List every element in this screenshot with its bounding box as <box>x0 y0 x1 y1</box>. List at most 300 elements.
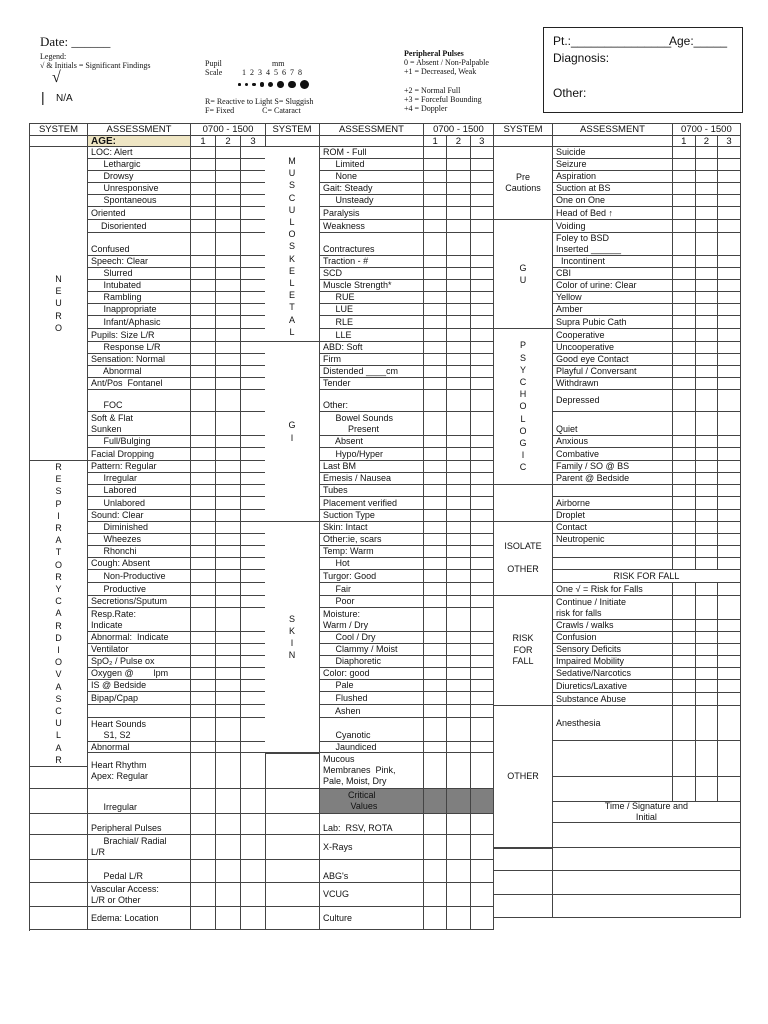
entry-cell[interactable] <box>447 342 470 353</box>
entry-cell[interactable] <box>447 147 470 158</box>
entry-cell[interactable] <box>471 304 494 315</box>
entry-cell[interactable] <box>191 510 216 521</box>
entry-cell[interactable] <box>241 596 266 607</box>
entry-cell[interactable] <box>447 510 470 521</box>
entry-cell[interactable] <box>471 497 494 509</box>
entry-cell[interactable] <box>471 835 494 859</box>
entry-cell[interactable] <box>696 280 719 291</box>
entry-cell[interactable] <box>191 814 216 834</box>
entry-cell[interactable] <box>191 195 216 206</box>
entry-cell[interactable] <box>673 473 696 484</box>
patient-name-field[interactable]: Pt.:_______________ <box>553 34 672 48</box>
entry-cell[interactable] <box>424 510 447 521</box>
entry-cell[interactable] <box>191 497 216 509</box>
entry-cell[interactable] <box>447 316 470 328</box>
entry-cell[interactable] <box>241 366 266 377</box>
entry-cell[interactable] <box>447 159 470 170</box>
entry-cell[interactable] <box>673 256 696 267</box>
entry-cell[interactable] <box>216 883 241 906</box>
entry-cell[interactable] <box>718 497 741 509</box>
entry-cell[interactable] <box>718 448 741 460</box>
entry-cell[interactable] <box>718 412 741 435</box>
entry-cell[interactable] <box>718 436 741 447</box>
entry-cell[interactable] <box>191 473 216 484</box>
entry-cell[interactable] <box>696 304 719 315</box>
entry-cell[interactable] <box>424 753 447 788</box>
entry-cell[interactable] <box>191 147 216 158</box>
entry-cell[interactable] <box>241 378 266 389</box>
entry-cell[interactable] <box>471 342 494 353</box>
entry-cell[interactable] <box>696 546 719 557</box>
entry-cell[interactable] <box>216 195 241 206</box>
entry-cell[interactable] <box>447 220 470 232</box>
entry-cell[interactable] <box>718 304 741 315</box>
entry-cell[interactable] <box>696 668 719 679</box>
entry-cell[interactable] <box>241 753 266 788</box>
entry-cell[interactable] <box>673 195 696 206</box>
entry-cell[interactable] <box>424 860 447 882</box>
entry-cell[interactable] <box>673 680 696 692</box>
entry-cell[interactable] <box>696 183 719 194</box>
entry-cell[interactable] <box>696 497 719 509</box>
entry-cell[interactable] <box>696 390 719 411</box>
entry-cell[interactable] <box>241 461 266 472</box>
entry-cell[interactable] <box>696 741 719 776</box>
entry-cell[interactable] <box>447 268 470 279</box>
entry-cell[interactable] <box>424 461 447 472</box>
entry-cell[interactable] <box>424 632 447 643</box>
entry-cell[interactable] <box>191 461 216 472</box>
entry-cell[interactable] <box>447 473 470 484</box>
entry-cell[interactable] <box>241 692 266 704</box>
entry-cell[interactable] <box>424 207 447 219</box>
entry-cell[interactable] <box>471 907 494 929</box>
entry-cell[interactable] <box>471 461 494 472</box>
entry-cell[interactable] <box>191 860 216 882</box>
entry-cell[interactable] <box>216 329 241 341</box>
entry-cell[interactable] <box>241 608 266 631</box>
entry-cell[interactable] <box>191 292 216 303</box>
entry-cell[interactable] <box>424 342 447 353</box>
entry-cell[interactable] <box>718 596 741 619</box>
entry-cell[interactable] <box>241 742 266 752</box>
entry-cell[interactable] <box>696 436 719 447</box>
entry-cell[interactable] <box>241 644 266 655</box>
entry-cell[interactable] <box>241 632 266 643</box>
entry-cell[interactable] <box>471 485 494 496</box>
entry-cell[interactable] <box>471 522 494 533</box>
entry-cell[interactable] <box>191 316 216 328</box>
entry-cell[interactable] <box>471 159 494 170</box>
entry-cell[interactable] <box>216 860 241 882</box>
entry-cell[interactable] <box>673 485 696 496</box>
entry-cell[interactable] <box>241 860 266 882</box>
entry-cell[interactable] <box>696 693 719 705</box>
entry-cell[interactable] <box>447 742 470 752</box>
entry-cell[interactable] <box>241 680 266 691</box>
entry-cell[interactable] <box>424 268 447 279</box>
entry-cell[interactable] <box>673 233 696 255</box>
entry-cell[interactable] <box>696 329 719 341</box>
entry-cell[interactable] <box>673 280 696 291</box>
entry-cell[interactable] <box>718 693 741 705</box>
entry-cell[interactable] <box>696 195 719 206</box>
entry-cell[interactable] <box>191 632 216 643</box>
entry-cell[interactable] <box>673 620 696 631</box>
entry-cell[interactable] <box>424 522 447 533</box>
entry-cell[interactable] <box>718 510 741 521</box>
entry-cell[interactable] <box>216 656 241 667</box>
entry-cell[interactable] <box>191 522 216 533</box>
entry-cell[interactable] <box>447 461 470 472</box>
entry-cell[interactable] <box>191 596 216 607</box>
entry-cell[interactable] <box>447 668 470 679</box>
entry-cell[interactable] <box>191 233 216 255</box>
entry-cell[interactable] <box>216 814 241 834</box>
entry-cell[interactable] <box>241 448 266 460</box>
entry-cell[interactable] <box>471 814 494 834</box>
entry-cell[interactable] <box>216 510 241 521</box>
entry-cell[interactable] <box>241 171 266 182</box>
entry-cell[interactable] <box>447 329 470 341</box>
entry-cell[interactable] <box>447 546 470 557</box>
entry-cell[interactable] <box>447 907 470 929</box>
entry-cell[interactable] <box>696 268 719 279</box>
entry-cell[interactable] <box>424 546 447 557</box>
entry-cell[interactable] <box>241 436 266 447</box>
entry-cell[interactable] <box>718 256 741 267</box>
entry-cell[interactable] <box>673 510 696 521</box>
entry-cell[interactable] <box>447 570 470 582</box>
entry-cell[interactable] <box>191 342 216 353</box>
entry-cell[interactable] <box>718 777 741 801</box>
entry-cell[interactable] <box>718 546 741 557</box>
entry-cell[interactable] <box>696 366 719 377</box>
entry-cell[interactable] <box>424 534 447 545</box>
entry-cell[interactable] <box>696 644 719 655</box>
entry-cell[interactable] <box>424 233 447 255</box>
entry-cell[interactable] <box>471 280 494 291</box>
entry-cell[interactable] <box>447 436 470 447</box>
entry-cell[interactable] <box>673 546 696 557</box>
entry-cell[interactable] <box>673 668 696 679</box>
entry-cell[interactable] <box>447 883 470 906</box>
entry-cell[interactable] <box>673 583 696 595</box>
entry-cell[interactable] <box>696 448 719 460</box>
entry-cell[interactable] <box>216 147 241 158</box>
entry-cell[interactable] <box>696 159 719 170</box>
entry-cell[interactable] <box>673 207 696 219</box>
entry-cell[interactable] <box>191 656 216 667</box>
entry-cell[interactable] <box>447 183 470 194</box>
entry-cell[interactable] <box>718 680 741 692</box>
entry-cell[interactable] <box>216 546 241 557</box>
entry-cell[interactable] <box>424 378 447 389</box>
entry-cell[interactable] <box>447 534 470 545</box>
entry-cell[interactable] <box>241 583 266 595</box>
entry-cell[interactable] <box>673 436 696 447</box>
entry-cell[interactable] <box>673 316 696 328</box>
entry-cell[interactable] <box>696 680 719 692</box>
entry-cell[interactable] <box>673 147 696 158</box>
entry-cell[interactable] <box>696 412 719 435</box>
date-field[interactable]: Date: ______ <box>40 34 111 49</box>
entry-cell[interactable] <box>471 183 494 194</box>
entry-cell[interactable] <box>718 233 741 255</box>
entry-cell[interactable] <box>424 668 447 679</box>
entry-cell[interactable] <box>424 608 447 631</box>
entry-cell[interactable] <box>673 304 696 315</box>
entry-cell[interactable] <box>191 183 216 194</box>
entry-cell[interactable] <box>191 753 216 788</box>
entry-cell[interactable] <box>447 292 470 303</box>
entry-cell[interactable] <box>447 195 470 206</box>
entry-cell[interactable] <box>696 292 719 303</box>
entry-cell[interactable] <box>471 292 494 303</box>
entry-cell[interactable] <box>718 147 741 158</box>
entry-cell[interactable] <box>216 292 241 303</box>
entry-cell[interactable] <box>216 207 241 219</box>
entry-cell[interactable] <box>241 316 266 328</box>
entry-cell[interactable] <box>216 342 241 353</box>
entry-cell[interactable] <box>424 280 447 291</box>
entry-cell[interactable] <box>447 558 470 569</box>
entry-cell[interactable] <box>191 412 216 435</box>
entry-cell[interactable] <box>424 183 447 194</box>
entry-cell[interactable] <box>191 907 216 929</box>
entry-cell[interactable] <box>673 329 696 341</box>
entry-cell[interactable] <box>447 207 470 219</box>
entry-cell[interactable] <box>673 390 696 411</box>
entry-cell[interactable] <box>471 412 494 435</box>
entry-cell[interactable] <box>216 366 241 377</box>
entry-cell[interactable] <box>241 233 266 255</box>
entry-cell[interactable] <box>216 705 241 717</box>
entry-cell[interactable] <box>191 583 216 595</box>
entry-cell[interactable] <box>424 436 447 447</box>
entry-cell[interactable] <box>673 159 696 170</box>
entry-cell[interactable] <box>424 835 447 859</box>
entry-cell[interactable] <box>718 329 741 341</box>
entry-cell[interactable] <box>241 668 266 679</box>
entry-cell[interactable] <box>216 354 241 365</box>
entry-cell[interactable] <box>471 195 494 206</box>
entry-cell[interactable] <box>447 632 470 643</box>
entry-cell[interactable] <box>424 558 447 569</box>
entry-cell[interactable] <box>216 668 241 679</box>
entry-cell[interactable] <box>424 412 447 435</box>
entry-cell[interactable] <box>673 777 696 801</box>
entry-cell[interactable] <box>424 448 447 460</box>
entry-cell[interactable] <box>216 835 241 859</box>
entry-cell[interactable] <box>447 692 470 704</box>
entry-cell[interactable] <box>241 534 266 545</box>
entry-cell[interactable] <box>718 207 741 219</box>
entry-cell[interactable] <box>241 883 266 906</box>
entry-cell[interactable] <box>424 883 447 906</box>
entry-cell[interactable] <box>471 718 494 741</box>
entry-cell[interactable] <box>191 644 216 655</box>
entry-cell[interactable] <box>241 570 266 582</box>
entry-cell[interactable] <box>216 753 241 788</box>
entry-cell[interactable] <box>216 570 241 582</box>
entry-cell[interactable] <box>696 171 719 182</box>
entry-cell[interactable] <box>191 304 216 315</box>
entry-cell[interactable] <box>216 183 241 194</box>
diagnosis-field[interactable]: Diagnosis: <box>553 51 610 65</box>
entry-cell[interactable] <box>673 378 696 389</box>
entry-cell[interactable] <box>216 718 241 741</box>
entry-cell[interactable] <box>696 147 719 158</box>
entry-cell[interactable] <box>471 680 494 691</box>
entry-cell[interactable] <box>471 656 494 667</box>
entry-cell[interactable] <box>447 378 470 389</box>
entry-cell[interactable] <box>447 497 470 509</box>
entry-cell[interactable] <box>471 329 494 341</box>
entry-cell[interactable] <box>718 342 741 353</box>
entry-cell[interactable] <box>673 656 696 667</box>
entry-cell[interactable] <box>447 705 470 717</box>
entry-cell[interactable] <box>241 656 266 667</box>
entry-cell[interactable] <box>241 814 266 834</box>
entry-cell[interactable] <box>673 366 696 377</box>
entry-cell[interactable] <box>191 668 216 679</box>
entry-cell[interactable] <box>471 883 494 906</box>
entry-cell[interactable] <box>673 448 696 460</box>
entry-cell[interactable] <box>424 680 447 691</box>
entry-cell[interactable] <box>241 268 266 279</box>
entry-cell[interactable] <box>241 147 266 158</box>
entry-cell[interactable] <box>447 256 470 267</box>
entry-cell[interactable] <box>241 220 266 232</box>
entry-cell[interactable] <box>216 436 241 447</box>
entry-cell[interactable] <box>471 316 494 328</box>
entry-cell[interactable] <box>191 354 216 365</box>
entry-cell[interactable] <box>447 814 470 834</box>
entry-cell[interactable] <box>471 742 494 752</box>
entry-cell[interactable] <box>471 753 494 788</box>
entry-cell[interactable] <box>447 280 470 291</box>
entry-cell[interactable] <box>447 860 470 882</box>
entry-cell[interactable] <box>696 558 719 569</box>
entry-cell[interactable] <box>424 195 447 206</box>
entry-cell[interactable] <box>471 583 494 595</box>
entry-cell[interactable] <box>471 596 494 607</box>
entry-cell[interactable] <box>424 692 447 704</box>
entry-cell[interactable] <box>718 316 741 328</box>
entry-cell[interactable] <box>424 366 447 377</box>
entry-cell[interactable] <box>696 583 719 595</box>
entry-cell[interactable] <box>241 183 266 194</box>
entry-cell[interactable] <box>696 620 719 631</box>
entry-cell[interactable] <box>447 789 470 813</box>
entry-cell[interactable] <box>241 473 266 484</box>
entry-cell[interactable] <box>447 171 470 182</box>
entry-cell[interactable] <box>241 789 266 813</box>
entry-cell[interactable] <box>673 268 696 279</box>
entry-cell[interactable] <box>718 558 741 569</box>
entry-cell[interactable] <box>471 860 494 882</box>
entry-cell[interactable] <box>718 171 741 182</box>
entry-cell[interactable] <box>447 583 470 595</box>
entry-cell[interactable] <box>424 718 447 741</box>
entry-cell[interactable] <box>424 147 447 158</box>
entry-cell[interactable] <box>424 316 447 328</box>
other-field[interactable]: Other: <box>553 86 587 100</box>
entry-cell[interactable] <box>696 461 719 472</box>
entry-cell[interactable] <box>718 461 741 472</box>
entry-cell[interactable] <box>191 436 216 447</box>
entry-cell[interactable] <box>673 461 696 472</box>
entry-cell[interactable] <box>191 680 216 691</box>
entry-cell[interactable] <box>191 280 216 291</box>
entry-cell[interactable] <box>191 692 216 704</box>
entry-cell[interactable] <box>424 570 447 582</box>
entry-cell[interactable] <box>191 835 216 859</box>
entry-cell[interactable] <box>241 304 266 315</box>
entry-cell[interactable] <box>718 183 741 194</box>
entry-cell[interactable] <box>216 159 241 170</box>
entry-cell[interactable] <box>696 485 719 496</box>
entry-cell[interactable] <box>191 220 216 232</box>
entry-cell[interactable] <box>718 534 741 545</box>
entry-cell[interactable] <box>447 412 470 435</box>
entry-cell[interactable] <box>447 304 470 315</box>
entry-cell[interactable] <box>191 742 216 752</box>
entry-cell[interactable] <box>696 596 719 619</box>
entry-cell[interactable] <box>241 835 266 859</box>
entry-cell[interactable] <box>447 596 470 607</box>
entry-cell[interactable] <box>241 718 266 741</box>
entry-cell[interactable] <box>718 656 741 667</box>
entry-cell[interactable] <box>424 256 447 267</box>
entry-cell[interactable] <box>471 256 494 267</box>
entry-cell[interactable] <box>696 510 719 521</box>
entry-cell[interactable] <box>241 292 266 303</box>
entry-cell[interactable] <box>447 656 470 667</box>
entry-cell[interactable] <box>471 692 494 704</box>
entry-cell[interactable] <box>471 473 494 484</box>
entry-cell[interactable] <box>471 632 494 643</box>
entry-cell[interactable] <box>447 644 470 655</box>
entry-cell[interactable] <box>424 596 447 607</box>
entry-cell[interactable] <box>216 171 241 182</box>
entry-cell[interactable] <box>241 546 266 557</box>
entry-cell[interactable] <box>673 220 696 232</box>
entry-cell[interactable] <box>718 473 741 484</box>
entry-cell[interactable] <box>471 558 494 569</box>
entry-cell[interactable] <box>471 207 494 219</box>
entry-cell[interactable] <box>216 473 241 484</box>
entry-cell[interactable] <box>424 497 447 509</box>
entry-cell[interactable] <box>696 534 719 545</box>
entry-cell[interactable] <box>216 280 241 291</box>
entry-cell[interactable] <box>241 207 266 219</box>
entry-cell[interactable] <box>424 292 447 303</box>
entry-cell[interactable] <box>216 558 241 569</box>
entry-cell[interactable] <box>673 558 696 569</box>
entry-cell[interactable] <box>216 680 241 691</box>
entry-cell[interactable] <box>471 705 494 717</box>
entry-cell[interactable] <box>241 497 266 509</box>
entry-cell[interactable] <box>241 390 266 411</box>
entry-cell[interactable] <box>447 366 470 377</box>
entry-cell[interactable] <box>191 256 216 267</box>
entry-cell[interactable] <box>696 473 719 484</box>
entry-cell[interactable] <box>191 883 216 906</box>
entry-cell[interactable] <box>191 534 216 545</box>
entry-cell[interactable] <box>471 390 494 411</box>
